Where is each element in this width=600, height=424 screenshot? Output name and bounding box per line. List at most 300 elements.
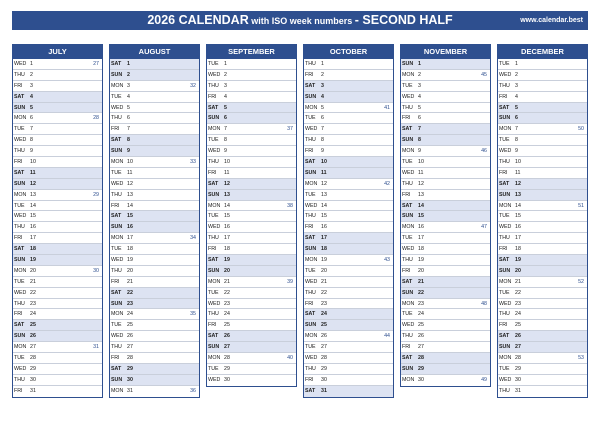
- day-row: [498, 103, 587, 114]
- day-number: 24: [515, 311, 521, 318]
- day-row: [110, 81, 199, 92]
- day-number: 2: [515, 71, 518, 78]
- day-row: [304, 179, 393, 190]
- day-row: [207, 233, 296, 244]
- day-number: 29: [224, 365, 230, 372]
- day-number: 4: [30, 93, 33, 100]
- day-number: 22: [515, 289, 521, 296]
- day-number: 23: [127, 300, 133, 307]
- weekday-label: SAT: [111, 213, 122, 220]
- weekday-label: WED: [402, 169, 415, 176]
- day-row: [401, 103, 490, 114]
- day-row: [110, 124, 199, 135]
- day-number: 19: [127, 257, 133, 264]
- day-number: 23: [224, 300, 230, 307]
- day-row: [401, 146, 490, 157]
- weekday-label: SAT: [14, 322, 25, 329]
- weekday-label: THU: [499, 235, 510, 242]
- day-row: [13, 266, 102, 277]
- day-row: [110, 266, 199, 277]
- day-number: 11: [418, 169, 424, 176]
- weekday-label: WED: [402, 246, 415, 253]
- weekday-label: SUN: [111, 224, 123, 231]
- day-row: [13, 179, 102, 190]
- day-row: [304, 168, 393, 179]
- week-number: 32: [190, 82, 196, 89]
- week-number: 42: [384, 180, 390, 187]
- day-number: 26: [30, 333, 36, 340]
- day-row: [304, 201, 393, 212]
- day-number: 3: [224, 82, 227, 89]
- day-row: [401, 331, 490, 342]
- weekday-label: THU: [305, 213, 316, 220]
- weekday-label: TUE: [305, 344, 316, 351]
- weekday-label: WED: [111, 104, 124, 111]
- day-row: [498, 309, 587, 320]
- day-number: 5: [515, 104, 518, 111]
- day-number: 1: [30, 61, 33, 67]
- day-number: 25: [418, 322, 424, 329]
- day-row: [110, 342, 199, 353]
- week-number: 28: [93, 115, 99, 122]
- day-number: 8: [515, 137, 518, 144]
- day-number: 27: [224, 344, 230, 351]
- day-number: 20: [418, 267, 424, 274]
- day-number: 24: [224, 311, 230, 318]
- weekday-label: WED: [14, 213, 27, 220]
- weekday-label: SAT: [499, 333, 510, 340]
- day-row: [207, 288, 296, 299]
- day-number: 31: [127, 387, 133, 394]
- day-number: 7: [418, 126, 421, 133]
- day-row: [207, 168, 296, 179]
- weekday-label: TUE: [402, 159, 413, 166]
- weekday-label: MON: [305, 333, 318, 340]
- weekday-label: MON: [402, 148, 415, 155]
- day-number: 21: [515, 278, 521, 285]
- day-row: [207, 222, 296, 233]
- day-number: 4: [515, 93, 518, 100]
- weekday-label: SUN: [111, 148, 123, 155]
- weekday-label: SUN: [305, 322, 317, 329]
- day-row: [13, 386, 102, 397]
- day-row: [304, 124, 393, 135]
- weekday-label: MON: [111, 311, 124, 318]
- day-row: [401, 299, 490, 310]
- weekday-label: MON: [208, 278, 221, 285]
- day-row: [304, 59, 393, 70]
- site-link[interactable]: www.calendar.best: [520, 17, 583, 24]
- weekday-label: TUE: [402, 235, 413, 242]
- weekday-label: WED: [305, 202, 318, 209]
- weekday-label: FRI: [305, 300, 314, 307]
- day-row: [498, 81, 587, 92]
- day-number: 25: [515, 322, 521, 329]
- day-number: 14: [30, 202, 36, 209]
- week-number: 43: [384, 257, 390, 264]
- weekday-label: MON: [111, 235, 124, 242]
- day-row: [304, 309, 393, 320]
- weekday-label: WED: [499, 71, 512, 78]
- day-number: 24: [418, 311, 424, 318]
- weekday-label: TUE: [402, 311, 413, 318]
- weekday-label: MON: [14, 191, 27, 198]
- day-row: [207, 103, 296, 114]
- weekday-label: WED: [402, 93, 415, 100]
- day-number: 19: [515, 257, 521, 264]
- day-number: 29: [30, 365, 36, 372]
- weekday-label: MON: [305, 104, 318, 111]
- day-row: [498, 364, 587, 375]
- day-row: [304, 222, 393, 233]
- day-row: [110, 222, 199, 233]
- day-number: 27: [515, 344, 521, 351]
- day-number: 9: [515, 148, 518, 155]
- day-row: [110, 288, 199, 299]
- weekday-label: SAT: [14, 246, 25, 253]
- day-number: 29: [515, 365, 521, 372]
- day-number: 24: [30, 311, 36, 318]
- day-number: 7: [224, 126, 227, 133]
- day-row: [13, 299, 102, 310]
- day-number: 27: [127, 344, 133, 351]
- day-number: 9: [224, 148, 227, 155]
- day-row: [110, 168, 199, 179]
- weekday-label: WED: [402, 322, 415, 329]
- day-number: 15: [30, 213, 36, 220]
- week-number: 46: [481, 148, 487, 155]
- weekday-label: WED: [305, 126, 318, 133]
- weekday-label: FRI: [499, 246, 508, 253]
- day-number: 11: [321, 169, 327, 176]
- day-number: 30: [418, 376, 424, 383]
- week-number: 39: [287, 278, 293, 285]
- day-row: [498, 342, 587, 353]
- week-number: 29: [93, 191, 99, 198]
- day-number: 4: [224, 93, 227, 100]
- weekday-label: WED: [208, 300, 221, 307]
- day-row: [13, 168, 102, 179]
- week-number: 48: [481, 300, 487, 307]
- day-row: [498, 135, 587, 146]
- day-number: 16: [30, 224, 36, 231]
- day-row: [207, 266, 296, 277]
- day-number: 7: [515, 126, 518, 133]
- month-july: [12, 44, 103, 398]
- day-number: 2: [224, 71, 227, 78]
- day-row: [207, 157, 296, 168]
- day-row: [110, 70, 199, 81]
- day-row: [304, 103, 393, 114]
- weekday-label: SUN: [402, 289, 414, 296]
- day-number: 21: [127, 278, 133, 285]
- day-number: 30: [30, 376, 36, 383]
- weekday-label: SUN: [305, 93, 317, 100]
- day-row: [207, 320, 296, 331]
- weekday-label: SAT: [111, 289, 122, 296]
- day-number: 20: [321, 267, 327, 274]
- month-header: AUGUST: [110, 45, 199, 59]
- day-row: [401, 375, 490, 386]
- day-number: 26: [418, 333, 424, 340]
- week-number: 40: [287, 355, 293, 362]
- weekday-label: TUE: [305, 267, 316, 274]
- weekday-label: TUE: [14, 278, 25, 285]
- day-row: [304, 244, 393, 255]
- weekday-label: THU: [14, 148, 25, 155]
- weekday-label: THU: [499, 82, 510, 89]
- day-row: [207, 92, 296, 103]
- day-row: [110, 386, 199, 397]
- weekday-label: TUE: [14, 202, 25, 209]
- day-row: [401, 124, 490, 135]
- day-row: [207, 124, 296, 135]
- day-row: [13, 59, 102, 70]
- weekday-label: TUE: [499, 137, 510, 144]
- day-row: [13, 124, 102, 135]
- day-row: [207, 342, 296, 353]
- weekday-label: SAT: [402, 126, 413, 133]
- week-number: 31: [93, 344, 99, 351]
- day-row: [13, 364, 102, 375]
- day-number: 27: [321, 344, 327, 351]
- weekday-label: FRI: [402, 191, 411, 198]
- day-number: 29: [321, 365, 327, 372]
- day-row: [498, 59, 587, 70]
- day-number: 19: [418, 257, 424, 264]
- day-row: [304, 255, 393, 266]
- weekday-label: FRI: [14, 311, 23, 318]
- week-number: 47: [481, 224, 487, 231]
- day-number: 28: [321, 355, 327, 362]
- weekday-label: TUE: [208, 365, 219, 372]
- day-number: 17: [127, 235, 133, 242]
- day-row: [13, 320, 102, 331]
- weekday-label: TUE: [111, 246, 122, 253]
- weekday-label: WED: [305, 278, 318, 285]
- weekday-label: MON: [208, 202, 221, 209]
- weekday-label: MON: [305, 257, 318, 264]
- month-header: NOVEMBER: [401, 45, 490, 59]
- day-row: [498, 179, 587, 190]
- day-number: 10: [321, 159, 327, 166]
- weekday-label: TUE: [208, 61, 219, 67]
- day-number: 31: [30, 387, 36, 394]
- day-number: 8: [127, 137, 130, 144]
- day-number: 22: [224, 289, 230, 296]
- day-number: 6: [30, 115, 33, 122]
- weekday-label: MON: [305, 180, 318, 187]
- day-number: 8: [418, 137, 421, 144]
- day-number: 22: [30, 289, 36, 296]
- day-number: 28: [224, 355, 230, 362]
- day-number: 23: [515, 300, 521, 307]
- day-row: [498, 331, 587, 342]
- weekday-label: THU: [14, 224, 25, 231]
- day-number: 19: [224, 257, 230, 264]
- weekday-label: THU: [208, 82, 219, 89]
- weekday-label: MON: [14, 344, 27, 351]
- weekday-label: THU: [402, 257, 413, 264]
- day-row: [207, 146, 296, 157]
- weekday-label: SAT: [111, 137, 122, 144]
- week-number: 34: [190, 235, 196, 242]
- weekday-label: TUE: [14, 126, 25, 133]
- day-row: [304, 266, 393, 277]
- weekday-label: SUN: [14, 257, 26, 264]
- day-number: 3: [321, 82, 324, 89]
- weekday-label: THU: [402, 333, 413, 340]
- day-row: [304, 113, 393, 124]
- weekday-label: SUN: [111, 376, 123, 383]
- day-row: [498, 146, 587, 157]
- weekday-label: FRI: [14, 159, 23, 166]
- weekday-label: THU: [402, 104, 413, 111]
- day-row: [498, 353, 587, 364]
- weekday-label: FRI: [111, 278, 120, 285]
- day-number: 14: [321, 202, 327, 209]
- weekday-label: FRI: [402, 344, 411, 351]
- day-number: 12: [224, 180, 230, 187]
- day-number: 13: [321, 191, 327, 198]
- day-number: 9: [418, 148, 421, 155]
- week-number: 44: [384, 333, 390, 340]
- weekday-label: MON: [402, 71, 415, 78]
- weekday-label: WED: [111, 333, 124, 340]
- day-row: [13, 113, 102, 124]
- day-number: 12: [515, 180, 521, 187]
- day-number: 8: [224, 137, 227, 144]
- day-number: 15: [418, 213, 424, 220]
- day-number: 25: [224, 322, 230, 329]
- day-row: [207, 70, 296, 81]
- month-header: DECEMBER: [498, 45, 587, 59]
- day-row: [401, 320, 490, 331]
- weekday-label: THU: [305, 61, 316, 67]
- week-number: 45: [481, 71, 487, 78]
- weekday-label: THU: [305, 365, 316, 372]
- day-number: 16: [418, 224, 424, 231]
- day-row: [498, 113, 587, 124]
- day-number: 19: [30, 257, 36, 264]
- day-row: [304, 81, 393, 92]
- day-row: [304, 277, 393, 288]
- day-row: [13, 92, 102, 103]
- weekday-label: FRI: [14, 235, 23, 242]
- day-number: 1: [418, 61, 421, 67]
- day-row: [498, 124, 587, 135]
- day-row: [304, 211, 393, 222]
- weekday-label: WED: [111, 257, 124, 264]
- day-row: [304, 135, 393, 146]
- day-row: [498, 244, 587, 255]
- weekday-label: FRI: [305, 376, 314, 383]
- day-row: [110, 103, 199, 114]
- day-row: [401, 244, 490, 255]
- day-row: [13, 201, 102, 212]
- day-number: 10: [127, 159, 133, 166]
- day-row: [13, 309, 102, 320]
- weekday-label: WED: [499, 224, 512, 231]
- weekday-label: TUE: [208, 289, 219, 296]
- weekday-label: FRI: [208, 169, 217, 176]
- weekday-label: THU: [111, 191, 122, 198]
- day-row: [110, 135, 199, 146]
- weekday-label: THU: [499, 159, 510, 166]
- day-row: [401, 179, 490, 190]
- weekday-label: WED: [208, 148, 221, 155]
- weekday-label: THU: [499, 311, 510, 318]
- day-number: 22: [127, 289, 133, 296]
- month-september: [206, 44, 297, 387]
- day-number: 26: [224, 333, 230, 340]
- day-row: [401, 157, 490, 168]
- week-number: 50: [578, 126, 584, 133]
- month-december: [497, 44, 588, 398]
- day-number: 30: [515, 376, 521, 383]
- day-number: 6: [224, 115, 227, 122]
- weekday-label: SAT: [305, 159, 316, 166]
- day-row: [110, 299, 199, 310]
- weekday-label: WED: [499, 148, 512, 155]
- day-row: [498, 168, 587, 179]
- day-row: [207, 299, 296, 310]
- weekday-label: TUE: [208, 213, 219, 220]
- weekday-label: FRI: [111, 355, 120, 362]
- weekday-label: SAT: [402, 355, 413, 362]
- day-row: [304, 92, 393, 103]
- weekday-label: SUN: [499, 115, 511, 122]
- day-row: [110, 277, 199, 288]
- weekday-label: WED: [14, 365, 27, 372]
- day-row: [498, 157, 587, 168]
- weekday-label: SAT: [499, 104, 510, 111]
- weekday-label: SUN: [305, 169, 317, 176]
- weekday-label: SUN: [111, 71, 123, 78]
- day-row: [498, 211, 587, 222]
- day-row: [13, 103, 102, 114]
- weekday-label: MON: [402, 300, 415, 307]
- title-half: - SECOND HALF: [354, 13, 453, 27]
- day-row: [498, 375, 587, 386]
- day-row: [401, 222, 490, 233]
- day-row: [401, 277, 490, 288]
- weekday-label: SAT: [14, 93, 25, 100]
- day-number: 14: [127, 202, 133, 209]
- weekday-label: TUE: [111, 93, 122, 100]
- weekday-label: TUE: [111, 322, 122, 329]
- day-row: [304, 320, 393, 331]
- weekday-label: SAT: [208, 180, 219, 187]
- day-number: 12: [127, 180, 133, 187]
- day-row: [401, 233, 490, 244]
- day-number: 10: [224, 159, 230, 166]
- day-row: [498, 222, 587, 233]
- weekday-label: FRI: [208, 93, 217, 100]
- weekday-label: THU: [14, 300, 25, 307]
- weekday-label: MON: [111, 82, 124, 89]
- weekday-label: SUN: [111, 300, 123, 307]
- title-bar: [12, 11, 588, 30]
- weekday-label: SAT: [305, 311, 316, 318]
- day-row: [207, 190, 296, 201]
- weekday-label: SAT: [111, 61, 122, 67]
- day-number: 19: [321, 257, 327, 264]
- day-number: 23: [418, 300, 424, 307]
- day-row: [401, 59, 490, 70]
- day-row: [401, 364, 490, 375]
- day-number: 31: [515, 387, 521, 394]
